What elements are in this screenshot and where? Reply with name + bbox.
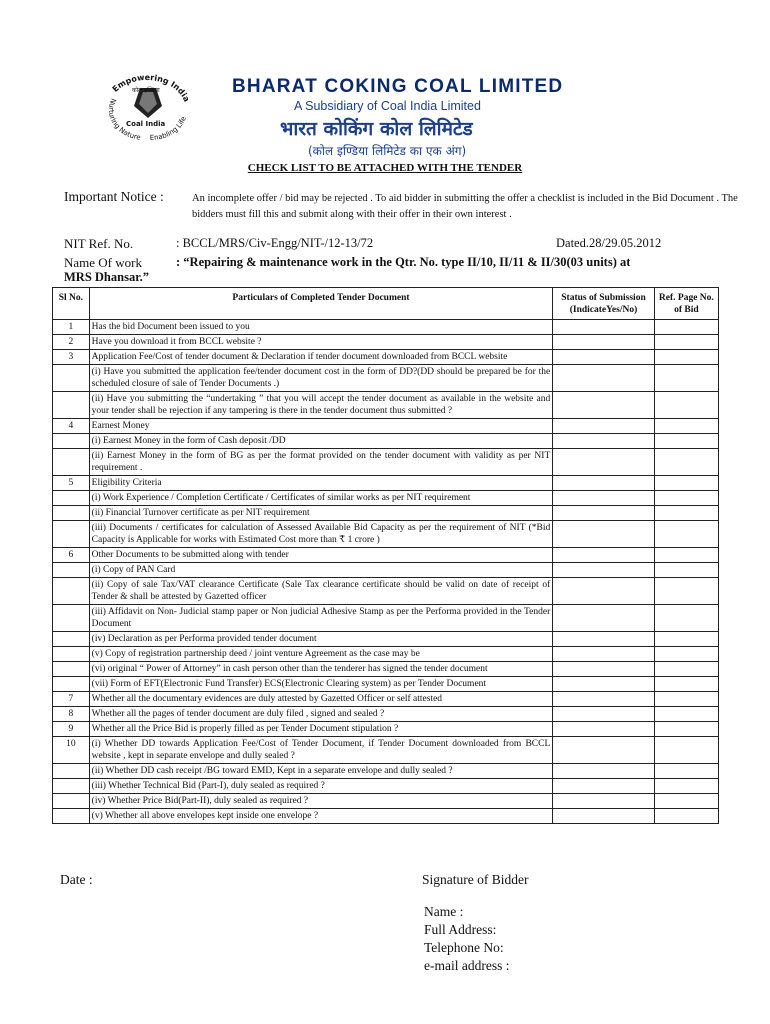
row-status-cell[interactable] — [553, 491, 654, 506]
row-particulars: (ii) Financial Turnover certificate as per NIT requirement — [89, 506, 553, 521]
row-ref-cell[interactable] — [654, 350, 718, 365]
table-row — [53, 737, 719, 764]
logo-hindi-text: कोल इण्डिया — [132, 87, 160, 94]
row-ref-cell[interactable] — [654, 434, 718, 449]
row-particulars: (ii) Have you submitting the “undertaking ” that you will accept the tender document as available in the website and your tender shall be rejection if any tampering is there in the tender document thus submitted ? — [89, 392, 553, 419]
row-particulars: Has the bid Document been issued to you — [89, 320, 553, 335]
row-status-cell[interactable] — [553, 392, 654, 419]
notice-label: Important Notice : — [64, 189, 164, 204]
row-particulars: (i) Whether DD towards Application Fee/Cost of Tender Document, if Tender Document downloaded from BCCL website , kept in separate envelope and dully sealed ? — [89, 737, 553, 764]
header-particulars: Particulars of Completed Tender Document — [89, 288, 553, 320]
row-status-cell[interactable] — [553, 335, 654, 350]
row-particulars: (i) Copy of PAN Card — [89, 563, 553, 578]
row-particulars: Whether all the documentary evidences are duly attested by Gazetted Officer or self attested — [89, 692, 553, 707]
row-particulars: Eligibility Criteria — [89, 476, 553, 491]
table-row — [53, 722, 719, 737]
work-value: : “Repairing & maintenance work in the Qtr. No. type II/10, II/11 & II/30(03 units) at — [176, 255, 631, 269]
row-particulars: (vii) Form of EFT(Electronic Fund Transfer) ECS(Electronic Clearing system) as per Tender Document — [89, 677, 553, 692]
row-status-cell[interactable] — [553, 605, 654, 632]
table-row — [53, 707, 719, 722]
row-sl — [53, 449, 90, 476]
row-ref-cell[interactable] — [654, 662, 718, 677]
table-row — [53, 794, 719, 809]
row-sl: 8 — [53, 707, 90, 722]
company-name-hi: भारत कोकिंग कोल लिमिटेड — [280, 118, 473, 140]
row-particulars: Whether all the Price Bid is properly filled as per Tender Document stipulation ? — [89, 722, 553, 737]
row-ref-cell[interactable] — [654, 392, 718, 419]
logo-ring-top: Empowering India — [110, 72, 192, 104]
row-particulars: (iii) Documents / certificates for calculation of Assessed Available Bid Capacity as per the requirement of NIT (*Bid Capacity is Applicable for works with Estimated Cost more than ₹ 1 crore ) — [89, 521, 553, 548]
work-value-cont: MRS Dhansar.” — [64, 270, 149, 284]
table-row — [53, 491, 719, 506]
row-sl — [53, 506, 90, 521]
row-particulars: (i) Have you submitted the application fee/tender document cost in the form of DD?(DD should be prepared be for the scheduled closure of sale of Tender Documents .) — [89, 365, 553, 392]
email-label: e-mail address : — [424, 958, 510, 973]
row-status-cell[interactable] — [553, 548, 654, 563]
checklist-table — [52, 287, 719, 824]
row-ref-cell[interactable] — [654, 737, 718, 764]
row-ref-cell[interactable] — [654, 521, 718, 548]
row-particulars: (iii) Whether Technical Bid (Part-I), duly sealed as required ? — [89, 779, 553, 794]
row-status-cell[interactable] — [553, 632, 654, 647]
notice-text: An incomplete offer / bid may be rejected . To aid bidder in submitting the offer a checklist is included in the Bid Document . The bidders must fill this and submit along with their offer in their own interest . — [192, 193, 738, 220]
table-row — [53, 392, 719, 419]
row-status-cell[interactable] — [553, 794, 654, 809]
table-header-row — [53, 288, 719, 320]
row-particulars: (iv) Whether Price Bid(Part-II), duly sealed as required ? — [89, 794, 553, 809]
table-row — [53, 647, 719, 662]
date-label: Date : — [60, 872, 93, 887]
row-status-cell[interactable] — [553, 647, 654, 662]
company-name-en: BHARAT COKING COAL LIMITED — [232, 76, 564, 97]
row-status-cell[interactable] — [553, 521, 654, 548]
row-sl — [53, 563, 90, 578]
row-status-cell[interactable] — [553, 563, 654, 578]
row-sl — [53, 578, 90, 605]
row-ref-cell[interactable] — [654, 320, 718, 335]
row-ref-cell[interactable] — [654, 707, 718, 722]
row-ref-cell[interactable] — [654, 722, 718, 737]
row-sl: 6 — [53, 548, 90, 563]
row-particulars: Other Documents to be submitted along with tender — [89, 548, 553, 563]
row-ref-cell[interactable] — [654, 809, 718, 824]
telephone-label: Telephone No: — [424, 940, 504, 955]
row-ref-cell[interactable] — [654, 548, 718, 563]
row-particulars: Earnest Money — [89, 419, 553, 434]
row-ref-cell[interactable] — [654, 419, 718, 434]
table-row — [53, 449, 719, 476]
row-sl: 7 — [53, 692, 90, 707]
row-particulars: Whether all the pages of tender document are duly filed , signed and sealed ? — [89, 707, 553, 722]
row-status-cell[interactable] — [553, 809, 654, 824]
nit-value: : BCCL/MRS/Civ-Engg/NIT-/12-13/72 — [176, 236, 374, 250]
row-ref-cell[interactable] — [654, 449, 718, 476]
row-status-cell[interactable] — [553, 692, 654, 707]
row-status-cell[interactable] — [553, 365, 654, 392]
row-particulars: (ii) Copy of sale Tax/VAT clearance Certificate (Sale Tax clearance certificate should be valid on date of receipt of Tender & shall be attested by Gazetted officer — [89, 578, 553, 605]
row-particulars: (v) Copy of registration partnership deed / joint venture Agreement as the case may be — [89, 647, 553, 662]
coal-india-logo — [90, 70, 204, 142]
row-particulars: (i) Work Experience / Completion Certificate / Certificates of similar works as per NIT requirement — [89, 491, 553, 506]
table-row — [53, 677, 719, 692]
table-row — [53, 578, 719, 605]
row-particulars: (i) Earnest Money in the form of Cash deposit /DD — [89, 434, 553, 449]
row-particulars: (iv) Declaration as per Performa provided tender document — [89, 632, 553, 647]
row-particulars: (iii) Affidavit on Non- Judicial stamp paper or Non judicial Adhesive Stamp as per the Performa provided in the Tender Document — [89, 605, 553, 632]
row-ref-cell[interactable] — [654, 476, 718, 491]
nit-label: NIT Ref. No. — [64, 236, 134, 251]
row-sl — [53, 392, 90, 419]
nit-date: Dated.28/29.05.2012 — [556, 236, 662, 250]
row-status-cell[interactable] — [553, 419, 654, 434]
logo-ring-left: Nurturing Nature — [106, 97, 142, 142]
row-status-cell[interactable] — [553, 449, 654, 476]
header-status: Status of Submission (IndicateYes/No) — [553, 288, 654, 320]
row-ref-cell[interactable] — [654, 677, 718, 692]
table-row — [53, 764, 719, 779]
signature-label: Signature of Bidder — [422, 872, 529, 887]
row-status-cell[interactable] — [553, 506, 654, 521]
row-ref-cell[interactable] — [654, 563, 718, 578]
row-sl — [53, 521, 90, 548]
table-row — [53, 548, 719, 563]
table-row — [53, 809, 719, 824]
row-ref-cell[interactable] — [654, 365, 718, 392]
row-particulars: (ii) Whether DD cash receipt /BG toward EMD, Kept in a separate envelope and dully sealed ? — [89, 764, 553, 779]
full-address-label: Full Address: — [424, 922, 497, 937]
header-sl: Sl No. — [53, 288, 90, 320]
row-sl — [53, 365, 90, 392]
header-ref: Ref. Page No. of Bid — [654, 288, 718, 320]
row-status-cell[interactable] — [553, 779, 654, 794]
row-sl: 3 — [53, 350, 90, 365]
row-ref-cell[interactable] — [654, 335, 718, 350]
row-sl: 5 — [53, 476, 90, 491]
name-label: Name : — [424, 904, 464, 919]
table-row — [53, 563, 719, 578]
logo-center-text: Coal India — [126, 120, 166, 128]
row-sl — [53, 809, 90, 824]
table-row — [53, 335, 719, 350]
table-row — [53, 662, 719, 677]
row-particulars: (ii) Earnest Money in the form of BG as per the format provided on the tender document with validity as per NIT requirement . — [89, 449, 553, 476]
row-status-cell[interactable] — [553, 737, 654, 764]
table-row — [53, 320, 719, 335]
page-title: CHECK LIST TO BE ATTACHED WITH THE TENDER — [247, 162, 523, 174]
row-ref-cell[interactable] — [654, 794, 718, 809]
row-ref-cell[interactable] — [654, 506, 718, 521]
row-ref-cell[interactable] — [654, 647, 718, 662]
row-ref-cell[interactable] — [654, 605, 718, 632]
row-particulars: Have you download it from BCCL website ? — [89, 335, 553, 350]
row-status-cell[interactable] — [553, 677, 654, 692]
row-ref-cell[interactable] — [654, 632, 718, 647]
row-status-cell[interactable] — [553, 722, 654, 737]
row-ref-cell[interactable] — [654, 578, 718, 605]
table-row — [53, 476, 719, 491]
row-ref-cell[interactable] — [654, 491, 718, 506]
table-row — [53, 419, 719, 434]
row-sl — [53, 677, 90, 692]
table-row — [53, 779, 719, 794]
row-sl — [53, 632, 90, 647]
row-sl — [53, 647, 90, 662]
row-particulars: (v) Whether all above envelopes kept inside one envelope ? — [89, 809, 553, 824]
row-particulars: (vi) original “ Power of Attorney” in cash person other than the tenderer has signed the tender document — [89, 662, 553, 677]
row-status-cell[interactable] — [553, 578, 654, 605]
row-sl — [53, 779, 90, 794]
row-sl — [53, 434, 90, 449]
table-row — [53, 506, 719, 521]
table-row — [53, 521, 719, 548]
logo-ring-right: Enabling Life — [149, 115, 188, 142]
row-sl — [53, 662, 90, 677]
table-row — [53, 365, 719, 392]
table-row — [53, 350, 719, 365]
row-ref-cell[interactable] — [654, 692, 718, 707]
row-sl: 4 — [53, 419, 90, 434]
row-sl — [53, 491, 90, 506]
row-sl: 2 — [53, 335, 90, 350]
table-row — [53, 605, 719, 632]
company-subsidiary-hi: (कोल इण्डिया लिमिटेड का एक अंग) — [308, 144, 467, 158]
row-status-cell[interactable] — [553, 707, 654, 722]
row-status-cell[interactable] — [553, 350, 654, 365]
row-sl — [53, 794, 90, 809]
row-status-cell[interactable] — [553, 476, 654, 491]
company-subsidiary-en: A Subsidiary of Coal India Limited — [294, 99, 481, 113]
row-sl: 1 — [53, 320, 90, 335]
row-status-cell[interactable] — [553, 662, 654, 677]
row-ref-cell[interactable] — [654, 764, 718, 779]
table-row — [53, 632, 719, 647]
row-status-cell[interactable] — [553, 434, 654, 449]
row-sl — [53, 605, 90, 632]
company-header — [232, 76, 652, 159]
row-ref-cell[interactable] — [654, 779, 718, 794]
row-status-cell[interactable] — [553, 764, 654, 779]
row-sl: 10 — [53, 737, 90, 764]
row-sl: 9 — [53, 722, 90, 737]
table-row — [53, 692, 719, 707]
row-particulars: Application Fee/Cost of tender document & Declaration if tender document downloaded from BCCL website — [89, 350, 553, 365]
table-row — [53, 434, 719, 449]
work-label: Name Of work — [64, 255, 142, 270]
row-status-cell[interactable] — [553, 320, 654, 335]
bidder-address-block — [424, 903, 509, 975]
row-sl — [53, 764, 90, 779]
